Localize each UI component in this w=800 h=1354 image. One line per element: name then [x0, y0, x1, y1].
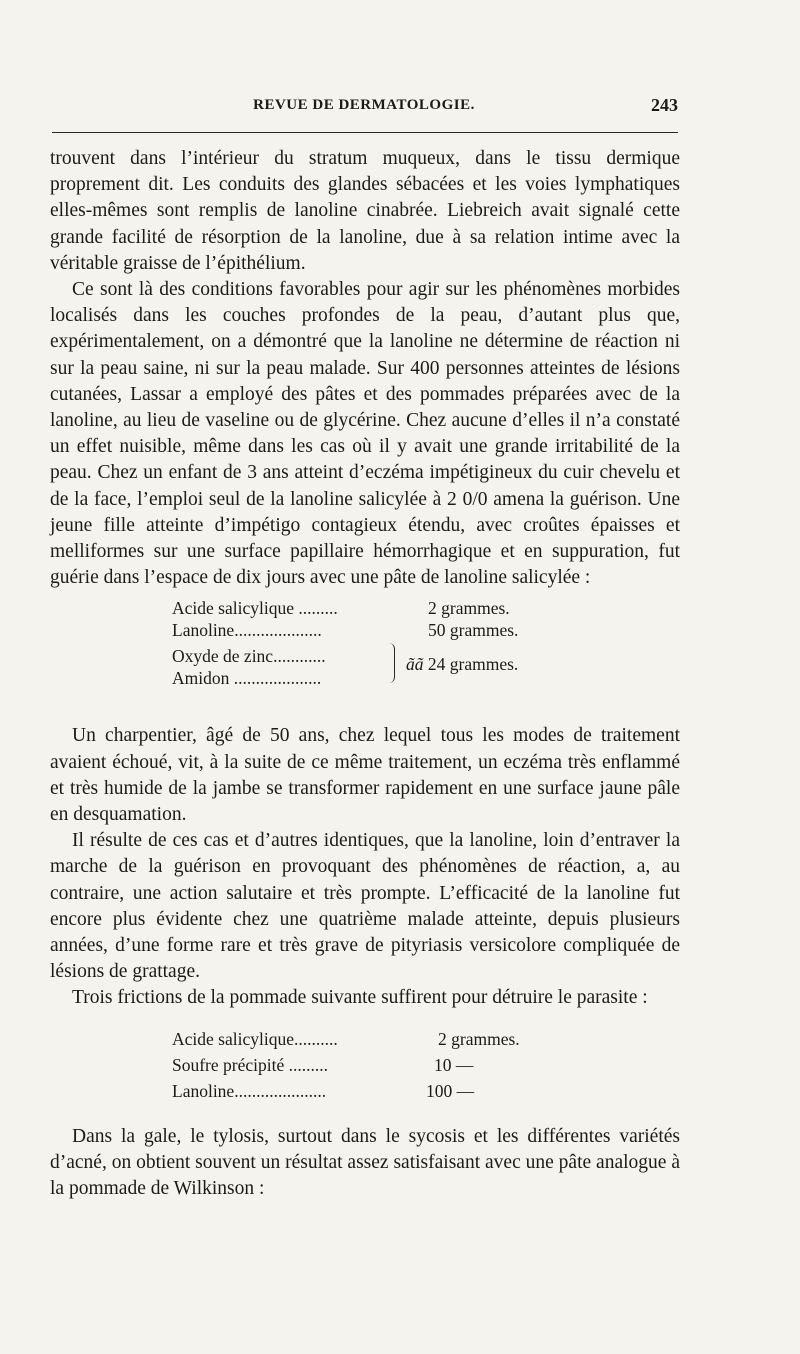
- recipe-quantity: 10 —: [434, 1054, 474, 1075]
- paragraph-5: Trois frictions de la pommade suivante suffirent pour détruire le parasite :: [72, 987, 648, 1009]
- page-number: 243: [651, 95, 678, 115]
- body-text: [50, 146, 680, 1202]
- recipe-quantity: 2 grammes.: [438, 1028, 520, 1049]
- recipe-ingredient: Lanoline.....................: [172, 1080, 327, 1101]
- recipe-row: [50, 619, 680, 641]
- recipe-row: [50, 645, 680, 667]
- recipe-ingredient: Acide salicylique .........: [172, 598, 338, 619]
- running-title: REVUE DE DERMATOLOGIE.: [253, 97, 475, 113]
- recipe-ingredient: Acide salicylique..........: [172, 1028, 338, 1049]
- recipe-row: [50, 597, 680, 619]
- paragraph-3: Un charpentier, âgé de 50 ans, chez lequel tous les modes de traitement avaient échoué, vit, à la suite de ce même traitement, un eczéma très enflammé et très humide de la jambe se transformer rapidement en une surface jaune pâle en desquamation.: [50, 725, 680, 826]
- recipe-row: [50, 1080, 680, 1102]
- paragraph-4: Il résulte de ces cas et d’autres identiques, que la lanoline, loin d’entraver la marche de la guérison en provoquant des phénomènes de réaction, a, au contraire, une action salutaire et très prompte. L’efficacité de la lanoline fut encore plus évidente chez une quatrième malade atteinte, depuis plusieurs années, d’une forme rare et très grave de pityriasis versicolore compliquée de lésions de grattage.: [50, 830, 680, 983]
- recipe-ingredient: Amidon ....................: [172, 668, 322, 689]
- paragraph-6: Dans la gale, le tylosis, surtout dans le sycosis et les différentes variétés d’acné, on obtient souvent un résultat assez satisfaisant avec une pâte analogue à la pommade de Wilkinson :: [50, 1125, 680, 1200]
- paragraph-2: Ce sont là des conditions favorables pour agir sur les phénomènes morbides localisés dans les couches profondes de la peau, d’autant plus que, expérimentalement, on a démontré que la lanoline ne détermine de réaction ni sur la peau saine, ni sur la peau malade. Sur 400 personnes atteintes de lésions cutanées, Lassar a employé des pâtes et des pommades préparées avec de la lanoline, au lieu de vaseline ou de glycérine. Chez aucune d’elles il n’a constaté un effet nuisible, même dans les cas où il y avait une grande irritabilité de la peau. Chez un enfant de 3 ans atteint d’eczéma impétigineux du cuir chevelu et de la face, l’emploi seul de la lanoline salicylée à 2 0/0 amena la guérison. Une jeune fille atteinte d’impétigo contagieux étendu, avec croûtes épaisses et melliformes sur une surface papillaire hémorrhagique et en suppuration, fut guérie dans l’espace de dix jours avec une pâte de lanoline salicylée :: [50, 279, 680, 589]
- brace-symbol: [386, 643, 395, 683]
- recipe-quantity: 50 grammes.: [428, 620, 519, 641]
- recipe-ingredient: Oxyde de zinc............: [172, 646, 326, 667]
- recipe-ingredient: Lanoline....................: [172, 620, 322, 641]
- recipe-row: [50, 667, 680, 689]
- recipe-row: [50, 1054, 680, 1076]
- recipe-quantity: 100 —: [426, 1080, 475, 1101]
- page-header: [50, 97, 678, 119]
- header-rule: [52, 132, 678, 133]
- shared-quantity: [406, 653, 518, 675]
- paragraph-1: trouvent dans l’intérieur du stratum muqueux, dans le tissu dermique proprement dit. Les conduits des glandes sébacées et les voies lymphatiques elles-mêmes sont remplis de lanoline cinabrée. Liebreich avait signalé cette grande facilité de résorption de la lanoline, due à sa relation intime avec la véritable graisse de l’épithélium.: [50, 148, 680, 274]
- shared-quantity-value: 24 grammes.: [427, 654, 519, 675]
- recipe-row: [50, 1028, 680, 1050]
- recipe-lanoline-salicylee: [50, 597, 680, 715]
- recipe-quantity: 2 grammes.: [428, 598, 510, 619]
- recipe-pommade-soufre: [50, 1028, 680, 1106]
- recipe-ingredient: Soufre précipité .........: [172, 1054, 328, 1075]
- ana-abbreviation: ãã: [406, 654, 424, 675]
